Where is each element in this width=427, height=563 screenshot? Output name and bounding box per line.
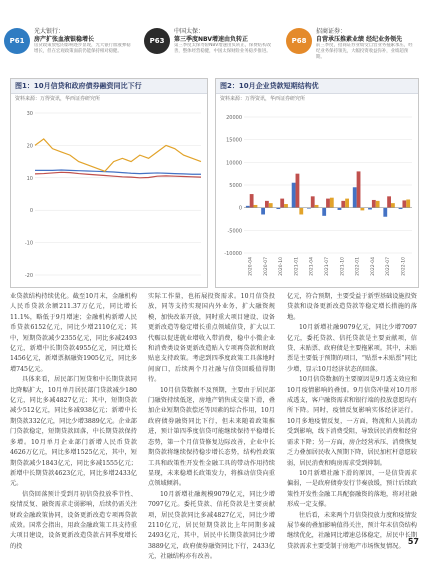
card-description: 前三季度，招商证券业绩受自营业务拖累承压，经纪业务保持领先，大幅投资收益弥补，业绩超预期。	[316, 43, 413, 60]
x-tick-label: 2021-07	[325, 257, 330, 276]
paragraph: 业贷款结构持续优化。截至10月末，金融机构人民币贷款余额211.37万亿元，同比增长11.1%，略低于9月增速；金融机构新增人民币贷款6152亿元，同比少增2110亿元；其中，短期贷款减少2355亿元，同比多减2493亿元，新增中长期贷款4955亿元，同比增长1456亿元，新增票据融资1905亿元，同比多增745亿元。	[10, 293, 137, 373]
bar	[387, 196, 391, 207]
paragraph: 10月信贷数据不及预期，主要由于居民部门融资持续低迷，房地产销售成交量下滑，叠加企业短期贷款偿还等因素的综合作用，10月政府债券融资同比下行，但未来随着政策推进，预计第四季度信贷可能继续保持平稳增长态势，第一个月信贷修复边际改善，企业中长期贷款将继续保持稳步增长态势，结构性政策工具和政策性开发性金融工具的带动作用持续显现，未来稳增长政策发力，将推动信贷向重点领域倾斜。	[148, 386, 275, 488]
bar	[315, 205, 319, 208]
x-tick-label: 2020-04	[248, 257, 254, 276]
figure-title: 图1：10月信贷和政府债券融资同比下行	[15, 82, 142, 90]
y-tick-label: 20	[26, 143, 33, 150]
bar	[376, 201, 380, 208]
bar	[299, 208, 303, 215]
bar	[330, 198, 334, 208]
bar	[326, 199, 330, 208]
bar	[338, 208, 342, 210]
bar	[322, 208, 326, 216]
bar	[383, 208, 387, 217]
y-tick-label: 5000	[229, 183, 242, 189]
bar	[360, 208, 364, 211]
card-description: 房贷政策放松的影响逐步显现，光大银行血液弹稳增长，但在宏观政策面前仍能保持相对稳健。	[34, 43, 131, 54]
bar	[296, 174, 300, 208]
paragraph: 往后看，未来两个月信贷投放力度和疫情发展节奏的叠加影响值得关注，预计年末信贷结构继续优化，社融同比增速总体稳定，居民中长期贷款需求主要受制于房地产市场恢复情况。	[287, 511, 417, 550]
x-tick-label: 2022-04	[370, 257, 376, 276]
bar	[280, 199, 284, 208]
x-tick-label: 2022-07	[386, 257, 392, 276]
x-tick-label: 2021-04	[309, 257, 315, 276]
x-tick-label: 2020-10	[279, 257, 285, 276]
bar	[391, 203, 395, 208]
paragraph: 10月新增社融9079亿元，同比少增7097亿元，委托贷款、信托贷款是主要贡献项，信贷、未贴票、政府债是主要拖累项。其中，未贴票是主要低于预期的项目，“贴票+未贴票”同比少增，显示10月经济状态的回落。	[287, 324, 417, 373]
bar	[341, 201, 345, 208]
card-title: 招商证券：	[316, 28, 347, 35]
figure-2	[215, 78, 419, 288]
paragraph: 10月新增社融规模9079亿元，同比少增7097亿元。委托贷款、信托贷款是主要贡献项，居民贷款同比多减4827亿元，同比少增2110亿元，居民短期贷款比上年同期多减2493亿元，其中，居民中长期贷款同比少增3889亿元，政府债券融资同比下行，2433亿元，社融结构亦有改善。	[148, 490, 275, 561]
line-chart	[11, 103, 207, 285]
figure-title-bar	[216, 79, 418, 94]
y-tick-label: -5000	[227, 228, 242, 235]
figure-title-bar	[11, 79, 207, 94]
x-tick-label: 2020-07	[263, 257, 269, 276]
y-tick-label: 10000	[226, 160, 242, 167]
x-tick-label: 2022-01	[355, 257, 361, 276]
paragraph: 10月信贷数据的主要原因是9月透支效应和10月疫情影响的叠加。9月信贷冲量对10月形成透支，客户融资需求和银行端的投放意愿均有所下降。同时，疫情反复影响实体经济运行。10月多地疫情反复，一方面，物流和人员流动受到影响，线下消费受阻，导致居民消费和经营需求下降；另一方面，房企经营承压、消费恢复乏力叠加居民收入预期下降，居民加杠杆意愿较弱，居民消费和购房需求受到抑制。	[287, 376, 417, 467]
paragraph: 信贷回落预计受到月初信贷投放季节性、疫情反复、融资需求走弱影响，后续仍需关注财政金融政策协同，设备更新改造专项再贷款成效。国常会指出，用政金融政策工具支持重大项目建设，设备更新改造贷款占同季度增长的投	[10, 490, 137, 550]
header-card-2[interactable]	[144, 20, 279, 62]
x-tick-label: 2021-10	[340, 257, 346, 276]
figure-source: 资料来源：万得资讯，华西证券研究所	[220, 96, 306, 102]
card-title: 中国太保：	[174, 28, 205, 35]
y-tick-label: 10	[26, 175, 33, 182]
paragraph: 实际工作量，也拓展投资需求。10月信贷投放，同等支持实现国内外业务，扩大融资规模，加快改革开放，同时重大项目建设、设备更新改造等稳定增长重点领域信贷，扩大以工代赈以促进就业增收入带消费，稳中小微企业和消费类设备更新改造贴入专项再贷款和财政贴息支持政策。考虑到四季度政策工具落地时间窗口，后续两个月社融与信贷回暖值得期待。	[148, 293, 275, 384]
text-column-3	[287, 292, 417, 552]
y-tick-label: -10000	[224, 251, 242, 257]
y-tick-label: 0	[238, 205, 242, 212]
header-card-3[interactable]	[286, 20, 424, 62]
y-tick-label: 15000	[226, 137, 242, 144]
y-tick-label: 0	[29, 208, 33, 215]
bar-chart	[216, 103, 418, 285]
paragraph: 10月新增社融下滑的原因，一是信贷需求偏弱，一是政府债券发行节奏放缓，预计后续政策性开发性金融工具配套融资的落地，将对社融形成一定支撑。	[287, 469, 417, 509]
bar	[265, 201, 269, 208]
page-badge: P68	[286, 28, 312, 54]
bar	[345, 199, 349, 208]
bar	[261, 208, 265, 215]
text-column-2	[148, 292, 275, 563]
card-subtitle: 房产扩张血液银稳增长	[34, 36, 95, 43]
figure-1	[10, 78, 208, 288]
bar	[311, 196, 315, 207]
header-cards	[4, 20, 424, 62]
bar	[357, 171, 361, 207]
bar	[353, 187, 357, 207]
page-badge: P63	[144, 28, 170, 54]
y-tick-label: -20	[24, 273, 33, 279]
header-card-1[interactable]	[4, 20, 139, 62]
card-title: 光大银行：	[34, 28, 65, 35]
x-tick-label: 2022-10	[401, 257, 407, 276]
bar	[254, 205, 258, 208]
figure-source: 资料来源：万得资讯，华西证券研究所	[15, 96, 101, 102]
text-column-1	[10, 292, 137, 552]
bar	[292, 183, 296, 208]
y-tick-label: 20000	[226, 115, 242, 121]
x-tick-label: 2021-01	[294, 257, 300, 276]
series-line	[35, 139, 201, 171]
bar	[402, 200, 406, 207]
figure-title: 图2：10月企业贷款短期结构优	[220, 82, 319, 90]
paragraph: 具体来看，居民部门短贷和中长期贷款同比降幅扩大，10月单月居民部门贷款减少180亿元，同比多减4827亿元；其中，短期贷款减少512亿元，同比多减938亿元；新增中长期贷款332亿元，同比少增3889亿元。企业部门贷款稳定，短期贷款回落，中长期贷款保持多增。10月单月企业部门新增人民币贷款4626万亿元，同比多增1525亿元，其中，短期贷款减少1843亿元，同比多减1555亿元；新增中长期贷款4623亿元，同比多增2433亿元。	[10, 376, 137, 488]
page-number: 57	[407, 537, 419, 546]
page-badge: P61	[4, 28, 30, 54]
bar	[284, 204, 288, 208]
card-subtitle: 自营承压推素业绩 经纪业务领先	[316, 36, 403, 43]
bar	[250, 194, 254, 208]
y-tick-label: 30	[26, 111, 33, 117]
card-subtitle: 第三季度NBV增速由负转正	[174, 36, 248, 43]
bar	[269, 203, 273, 208]
y-tick-label: -10	[24, 240, 33, 247]
bar	[406, 200, 410, 208]
paragraph: 亿元，符合预期，主要受益于新型基础设施投资贷款和设备更新改造贷款等稳定增长措施的落地。	[287, 293, 417, 321]
card-description: 第三季度太保寿险NBV增速由负转正，保费结构改善，整体经营稳健，中国太保财险业务稳步推进。	[174, 43, 271, 54]
bar	[372, 200, 376, 208]
